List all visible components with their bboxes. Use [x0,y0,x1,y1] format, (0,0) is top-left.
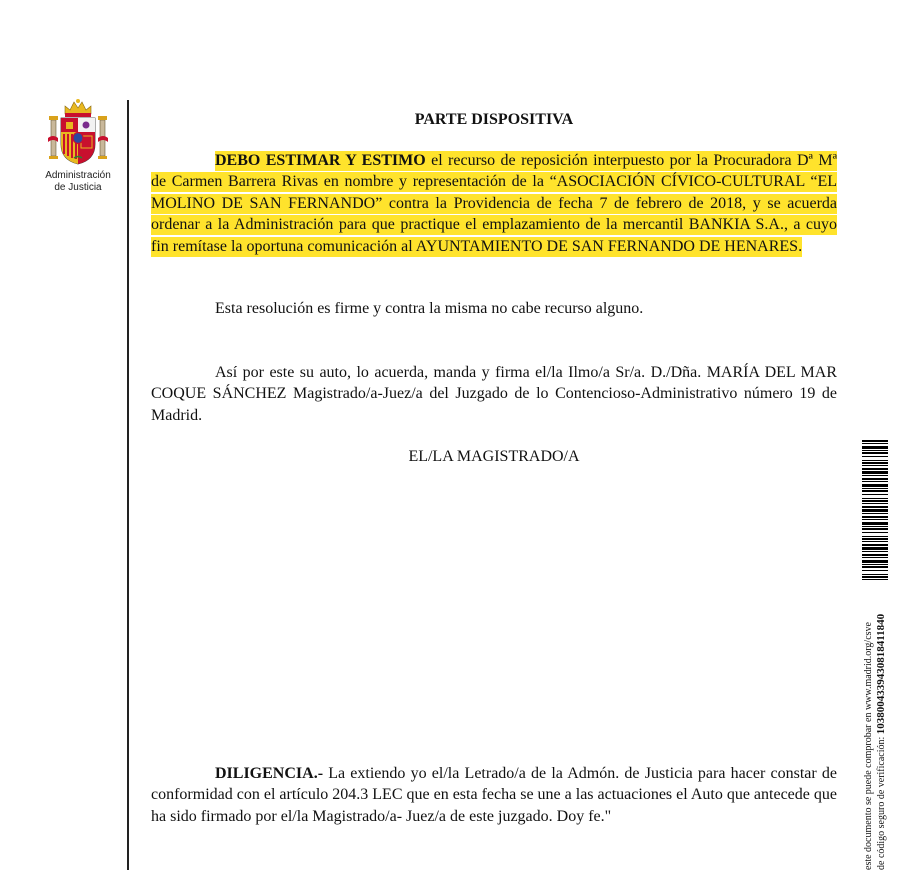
barcode-bar [862,522,888,525]
barcode-bar [862,506,888,508]
barcode-bar [862,528,888,530]
barcode-bar [862,481,888,482]
barcode-bar [862,551,888,552]
barcode-bar [862,503,888,504]
barcode-bar [862,557,888,558]
barcode-bar [862,475,888,476]
logo-caption-line2: de Justicia [54,182,102,193]
operative-text: el recurso de reposición interpuesto por la Procuradora Dª Mª de Carmen Barrera Rivas en nombre y representación de la “ASOCIACIÓN CÍVICO-CULTURAL “EL MOLINO DE SAN FERNANDO” contra la Providencia de fecha 7 de febrero de 2018, y se acuerda ordenar a la Administración para que practique el emplazamiento de la mercantil BANKIA S.A., a cuyo fin remítase la oportuna comunicación al AYUNTAMIENTO DE SAN FERNANDO DE HENARES. [151,152,838,255]
verification-line2 [875,590,888,870]
barcode [862,440,888,580]
highlighted-text [151,151,837,257]
barcode-bar [862,446,888,449]
operative-lead: DEBO ESTIMAR Y ESTIMO [215,152,426,169]
barcode-bar [862,465,888,466]
barcode-bar [862,516,888,518]
barcode-bar [862,570,888,571]
barcode-bar [862,560,888,563]
verification-line1: este documento se puede comprobar en www.madrid.org/csve [863,622,874,870]
barcode-bar [862,462,888,464]
verification-strip [862,590,894,870]
barcode-bar [862,541,888,542]
barcode-bar [862,526,888,527]
coat-of-arms-logo [38,98,118,194]
barcode-bar [862,456,888,457]
verification-prefix: de código seguro de verificación: [876,734,887,870]
firmness-text: Esta resolución es firme y contra la misma no cabe recurso alguno. [215,300,644,317]
signature-clause-paragraph [151,362,837,426]
barcode-bar [862,574,888,575]
barcode-bar [862,468,888,470]
operative-paragraph [151,150,837,257]
barcode-bar [862,538,888,540]
barcode-bar [862,544,888,546]
barcode-bar [862,579,888,580]
barcode-bar [862,554,888,556]
barcode-bar [862,498,888,499]
firmness-paragraph [151,298,837,319]
verification-text [862,590,894,870]
barcode-bar [862,564,888,565]
barcode-bar [862,519,888,520]
verification-code: 1038004339430818411840 [875,613,887,735]
barcode-bar [862,488,888,489]
barcode-bar [862,566,888,568]
barcode-bar [862,478,888,480]
margin-rule [127,100,129,870]
diligence-paragraph [151,763,837,827]
barcode-bar [862,490,888,492]
signature-clause-text: Así por este su auto, lo acuerda, manda y firma el/la Ilmo/a Sr/a. D./Dña. MARÍA DEL MAR COQUE SÁNCHEZ Magistrado/a-Juez/a del Juzgado de lo Contencioso-Administrativo número 19 de Madrid. [151,364,837,424]
barcode-bar [862,443,888,444]
barcode-bar [862,460,888,461]
barcode-bar [862,471,888,474]
barcode-bar [862,576,888,578]
barcode-bar [862,547,888,550]
signer-line: EL/LA MAGISTRADO/A [408,448,580,465]
barcode-bar [862,440,888,442]
barcode-bar [862,450,888,451]
barcode-bar [862,532,888,533]
spain-coat-of-arms-icon [47,98,109,168]
barcode-bar [862,513,888,514]
barcode-bar [862,494,888,495]
section-title: PARTE DISPOSITIVA [414,111,574,128]
diligence-text: La extiendo yo el/la Letrado/a de la Admón. de Justicia para hacer constar de conformidad con el artículo 204.3 LEC que en esta fecha se une a las actuaciones el Auto que antecede que ha sido firmado por el/la Magistrado/a- Juez/a de este juzgado. Doy fe." [151,765,837,825]
diligence-lead: DILIGENCIA.- [215,765,324,782]
barcode-bar [862,452,888,454]
barcode-bar [862,509,888,512]
logo-caption-line1: Administración [45,170,111,181]
logo-caption [38,170,118,194]
barcode-bar [862,484,888,487]
barcode-bar [862,500,888,502]
barcode-bar [862,536,888,537]
